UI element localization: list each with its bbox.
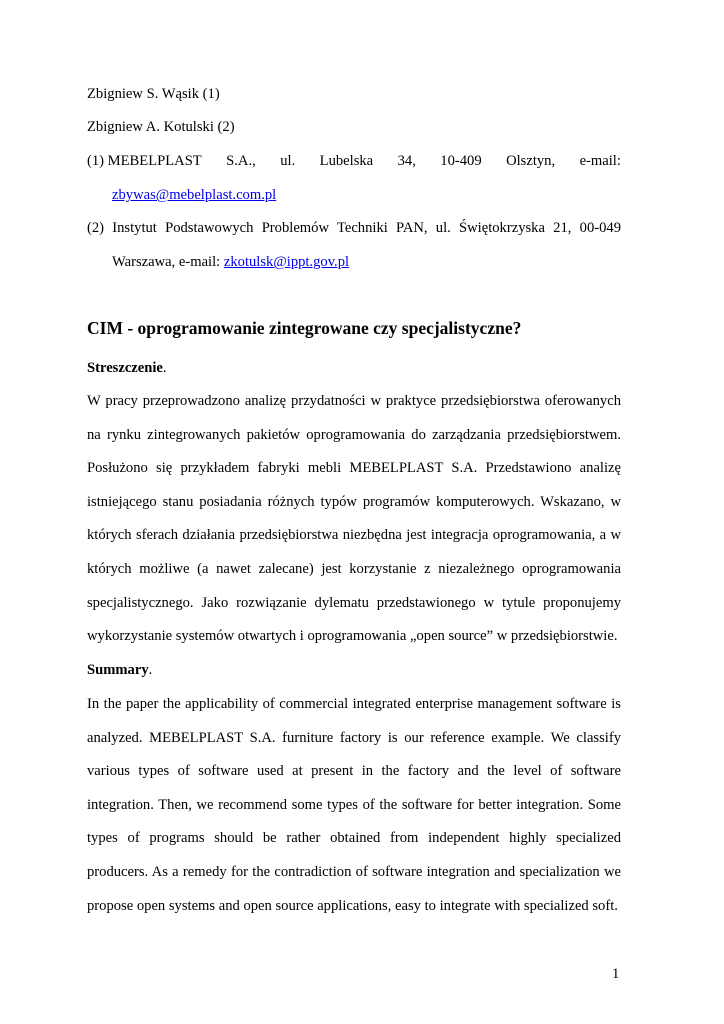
paper-title: CIM - oprogramowanie zintegrowane czy specjalistyczne? [87,318,522,338]
affiliation-1-part: 10-409 [440,153,482,169]
abstract-pl-heading-dot: . [162,360,167,376]
abstract-pl-line: Posłużono się przykładem fabryki mebli MEBELPLAST S.A. Przedstawiono analizę [87,460,621,477]
abstract-pl-line: istniejącego stanu posiadania różnych typów programów komputerowych. Wskazano, w [87,493,621,510]
abstract-pl-line: wykorzystanie systemów otwartych i oprogramowania „open source” w przedsiębiorstwie. [87,628,618,645]
abstract-pl-line: których możliwe (a nawet zalecane) jest korzystanie z niezależnego oprogramowania [87,560,621,577]
abstract-pl-heading [87,360,167,377]
affiliation-1-part: Lubelska [319,153,374,169]
affiliation-2-prefix: Warszawa, e-mail: [112,254,224,270]
abstract-en-line: In the paper the applicability of commercial integrated enterprise management software is [87,696,621,712]
abstract-en-line: types of programs should be rather obtained from independent highly specialized [87,830,621,847]
email-link-1[interactable]: zbywas@mebelplast.com.pl [112,187,277,203]
abstract-en-line: analyzed. MEBELPLAST S.A. furniture factory is our reference example. We classify [87,729,621,746]
abstract-pl-heading-text: Streszczenie [87,360,163,376]
abstract-pl-line: na rynku zintegrowanych pakietów oprogramowania do zarządzania przedsiębiorstwem. [87,426,621,443]
abstract-en-body [87,688,621,923]
author-1: Zbigniew S. Wąsik (1) [87,86,220,102]
abstract-en-line: propose open systems and open source applications, easy to integrate with specialized soft. [87,897,618,914]
affiliation-1-part: ul. [280,153,296,169]
affiliation-1-line [87,153,621,170]
author-2: Zbigniew A. Kotulski (2) [87,119,235,135]
abstract-en-line: producers. As a remedy for the contradiction of software integration and specialization we [87,863,621,880]
affiliation-2-line-1: (2) Instytut Podstawowych Problemów Techniki PAN, ul. Świętokrzyska 21, 00-049 [87,220,621,236]
affiliation-1-part: Olsztyn, [506,153,556,169]
abstract-pl-line: W pracy przeprowadzono analizę przydatności w praktyce przedsiębiorstwa oferowanych [87,393,621,409]
page-number: 1 [612,966,620,982]
email-link-2[interactable]: zkotulsk@ippt.gov.pl [223,254,350,270]
abstract-en-heading [87,662,152,679]
abstract-en-heading-text: Summary [87,662,149,678]
abstract-en-heading-dot: . [148,662,153,678]
abstract-pl-line: których sferach działania przedsiębiorstwa niezbędna jest integracja oprogramowania, a w [87,527,621,544]
affiliation-1-part: 34, [397,153,416,169]
affiliation-1-part: S.A., [226,153,256,169]
affiliation-1-email-line [112,187,276,204]
abstract-en-line: various types of software used at present in the factory and the level of software [87,763,621,780]
affiliation-2-line-2 [112,254,349,271]
affiliation-1-part: e-mail: [579,153,621,169]
abstract-pl-line: specjalistycznego. Jako rozwiązanie dylematu przedstawionego w tytule proponujemy [87,594,621,611]
abstract-en-line: integration. Then, we recommend some types of the software for better integration. Some [87,796,621,813]
affiliation-1-part: (1) MEBELPLAST [87,153,202,169]
abstract-pl-body [87,385,621,654]
